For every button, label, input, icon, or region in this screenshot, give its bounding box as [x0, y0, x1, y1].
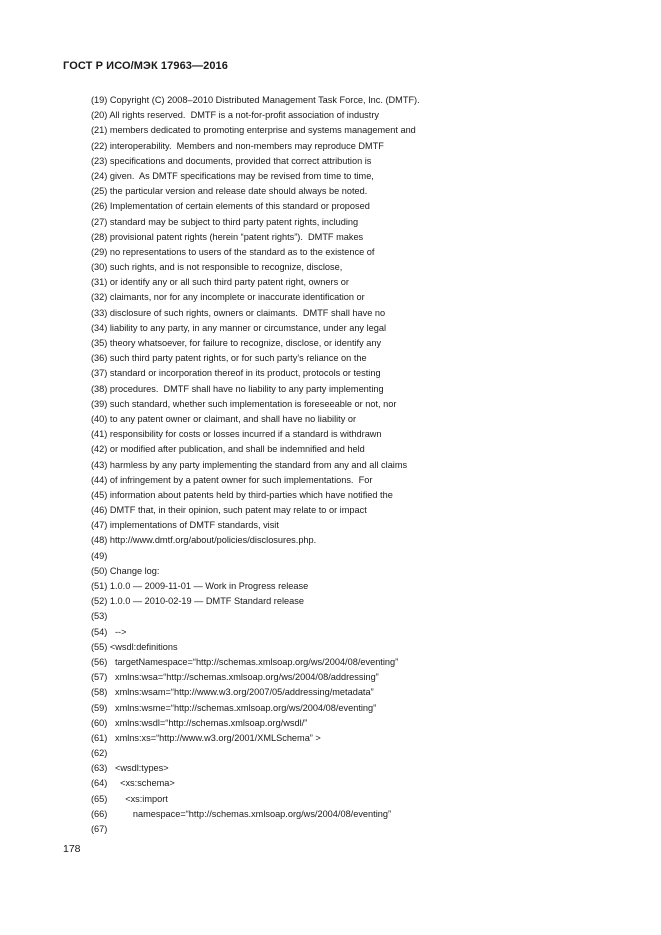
code-line: (40) to any patent owner or claimant, and shall have no liability or — [91, 413, 357, 424]
code-line: (44) of infringement by a patent owner for such implementations. For — [91, 474, 373, 485]
code-line: (57) xmlns:wsa=“http://schemas.xmlsoap.org/ws/2004/08/addressing” — [91, 672, 379, 683]
code-line: (47) implementations of DMTF standards, visit — [91, 520, 279, 531]
code-line: (33) disclosure of such rights, owners or claimants. DMTF shall have no — [91, 307, 386, 318]
code-line: (29) no representations to users of the standard as to the existence of — [91, 246, 375, 257]
code-line: (25) the particular version and release date should always be noted. — [91, 186, 368, 197]
code-line: (48) http://www.dmtf.org/about/policies/disclosures.php. — [91, 535, 317, 546]
code-line: (21) members dedicated to promoting enterprise and systems management and — [91, 125, 416, 136]
code-line: (56) targetNamespace=“http://schemas.xmlsoap.org/ws/2004/08/eventing” — [91, 656, 399, 667]
code-line: (37) standard or incorporation thereof in its product, protocols or testing — [91, 368, 381, 379]
code-line: (62) — [91, 748, 108, 759]
code-line: (58) xmlns:wsam=“http://www.w3.org/2007/05/addressing/metadata” — [91, 687, 374, 698]
code-line: (39) such standard, whether such implementation is foreseeable or not, nor — [91, 398, 397, 409]
code-listing — [91, 93, 631, 837]
code-line: (19) Copyright (C) 2008–2010 Distributed Management Task Force, Inc. (DMTF). — [91, 95, 420, 105]
code-line: (53) — [91, 611, 108, 622]
code-line: (30) such rights, and is not responsible to recognize, disclose, — [91, 262, 343, 273]
code-line: (24) given. As DMTF specifications may be revised from time to time, — [91, 170, 374, 181]
code-line: (26) Implementation of certain elements of this standard or proposed — [91, 201, 370, 212]
code-line: (54) --> — [91, 626, 127, 637]
code-line: (38) procedures. DMTF shall have no liability to any party implementing — [91, 383, 384, 394]
code-line: (52) 1.0.0 — 2010-02-19 — DMTF Standard release — [91, 596, 304, 607]
code-line: (66) namespace=“http://schemas.xmlsoap.org/ws/2004/08/eventing” — [91, 808, 392, 819]
code-line: (55) <wsdl:definitions — [91, 641, 178, 652]
code-line: (65) <xs:import — [91, 793, 168, 804]
code-line: (61) xmlns:xs=“http://www.w3.org/2001/XMLSchema” > — [91, 732, 321, 743]
code-line: (46) DMTF that, in their opinion, such patent may relate to or impact — [91, 505, 367, 516]
code-line: (42) or modified after publication, and shall be indemnified and held — [91, 444, 365, 455]
code-line: (20) All rights reserved. DMTF is a not-for-profit association of industry — [91, 110, 379, 121]
code-line: (27) standard may be subject to third party patent rights, including — [91, 216, 359, 227]
code-line: (34) liability to any party, in any manner or circumstance, under any legal — [91, 322, 386, 333]
code-line: (35) theory whatsoever, for failure to recognize, disclose, or identify any — [91, 338, 382, 348]
page-number: 178 — [63, 843, 81, 855]
code-line: (45) information about patents held by third-parties which have notified the — [91, 489, 393, 500]
standard-header: ГОСТ Р ИСО/МЭК 17963—2016 — [63, 60, 228, 72]
code-line: (51) 1.0.0 — 2009-11-01 — Work in Progress release — [91, 581, 309, 591]
code-line: (41) responsibility for costs or losses incurred if a standard is withdrawn — [91, 429, 382, 440]
code-line: (22) interoperability. Members and non-members may reproduce DMTF — [91, 140, 384, 151]
code-line: (23) specifications and documents, provided that correct attribution is — [91, 155, 372, 166]
code-line: (67) — [91, 824, 108, 834]
code-line: (43) harmless by any party implementing the standard from any and all claims — [91, 459, 408, 470]
code-line: (50) Change log: — [91, 565, 160, 576]
code-line: (64) <xs:schema> — [91, 778, 175, 789]
code-line: (28) provisional patent rights (herein “patent rights”). DMTF makes — [91, 231, 364, 242]
code-line: (49) — [91, 550, 108, 561]
code-line: (31) or identify any or all such third party patent right, owners or — [91, 277, 349, 288]
code-line: (63) <wsdl:types> — [91, 763, 169, 774]
code-line: (60) xmlns:wsdl=“http://schemas.xmlsoap.org/wsdl/” — [91, 717, 308, 728]
code-line: (36) such third party patent rights, or for such party’s reliance on the — [91, 353, 367, 364]
code-line: (59) xmlns:wsme=“http://schemas.xmlsoap.org/ws/2004/08/eventing” — [91, 702, 377, 713]
code-line: (32) claimants, nor for any incomplete or inaccurate identification or — [91, 292, 365, 303]
